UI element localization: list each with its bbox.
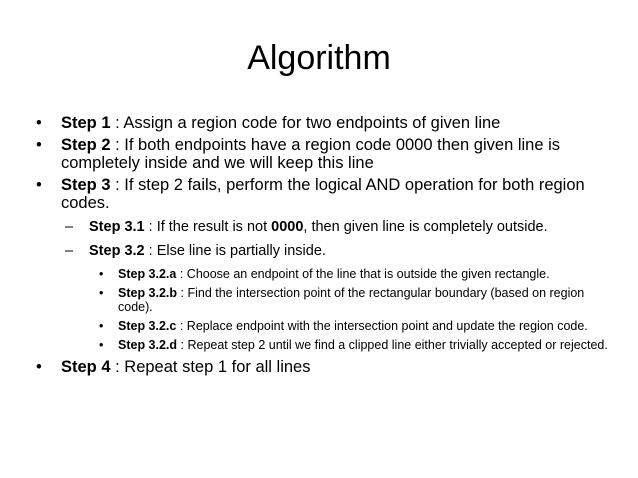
step-text-cont: , then given line is completely outside. [303, 219, 548, 235]
step-3-2-a-item [99, 267, 616, 281]
step-4-item [36, 358, 616, 376]
step-1-item [36, 114, 616, 132]
bullet-icon: • [99, 286, 104, 300]
step-text: : Repeat step 1 for all lines [110, 358, 311, 376]
step-3-2-d-item [99, 338, 616, 352]
step-label: Step 3.2.a [118, 267, 177, 281]
dash-bullet-icon: – [65, 219, 74, 235]
step-text: : Else line is partially inside. [144, 243, 326, 259]
step-label: Step 3.2.d [118, 338, 178, 352]
step-3-2-item [65, 243, 616, 259]
dash-bullet-icon: – [65, 243, 74, 259]
step-label: Step 3.2.b [118, 286, 178, 300]
step-label: Step 3.1 [89, 219, 145, 235]
step-3-2-b-item [99, 286, 616, 314]
bullet-icon: • [36, 136, 42, 154]
step-3-1-item [65, 219, 616, 235]
step-label: Step 3.2.c [118, 319, 177, 333]
step-text: : Assign a region code for two endpoints of given line [110, 114, 501, 132]
step-text: : If step 2 fails, perform the logical AND operation for both region codes. [61, 176, 585, 212]
step-text: : If the result is not [144, 219, 272, 235]
step-label: Step 3.2 [89, 243, 145, 259]
step-2-item [36, 136, 616, 172]
step-label: Step 2 [61, 136, 111, 154]
step-text: : If both endpoints have a region code 0000 then given line is completely inside and we will keep this line [61, 136, 561, 172]
bullet-icon: • [99, 338, 104, 352]
bullet-icon: • [99, 267, 104, 281]
step-text: : Replace endpoint with the intersection point and update the region code. [176, 319, 588, 333]
region-code-value: 0000 [271, 219, 304, 235]
bullet-icon: • [36, 176, 42, 194]
bullet-icon: • [36, 358, 42, 376]
slide-title: Algorithm [247, 39, 391, 77]
step-label: Step 1 [61, 114, 111, 132]
step-text: : Find the intersection point of the rectangular boundary (based on region code). [118, 286, 585, 314]
step-3-2-c-item [99, 319, 616, 333]
slide-body [36, 114, 616, 380]
bullet-icon: • [99, 319, 104, 333]
step-label: Step 4 [61, 358, 111, 376]
step-3-item [36, 176, 616, 212]
step-text: : Choose an endpoint of the line that is outside the given rectangle. [176, 267, 550, 281]
bullet-icon: • [36, 114, 42, 132]
step-label: Step 3 [61, 176, 111, 194]
step-text: : Repeat step 2 until we find a clipped line either trivially accepted or rejected. [177, 338, 608, 352]
